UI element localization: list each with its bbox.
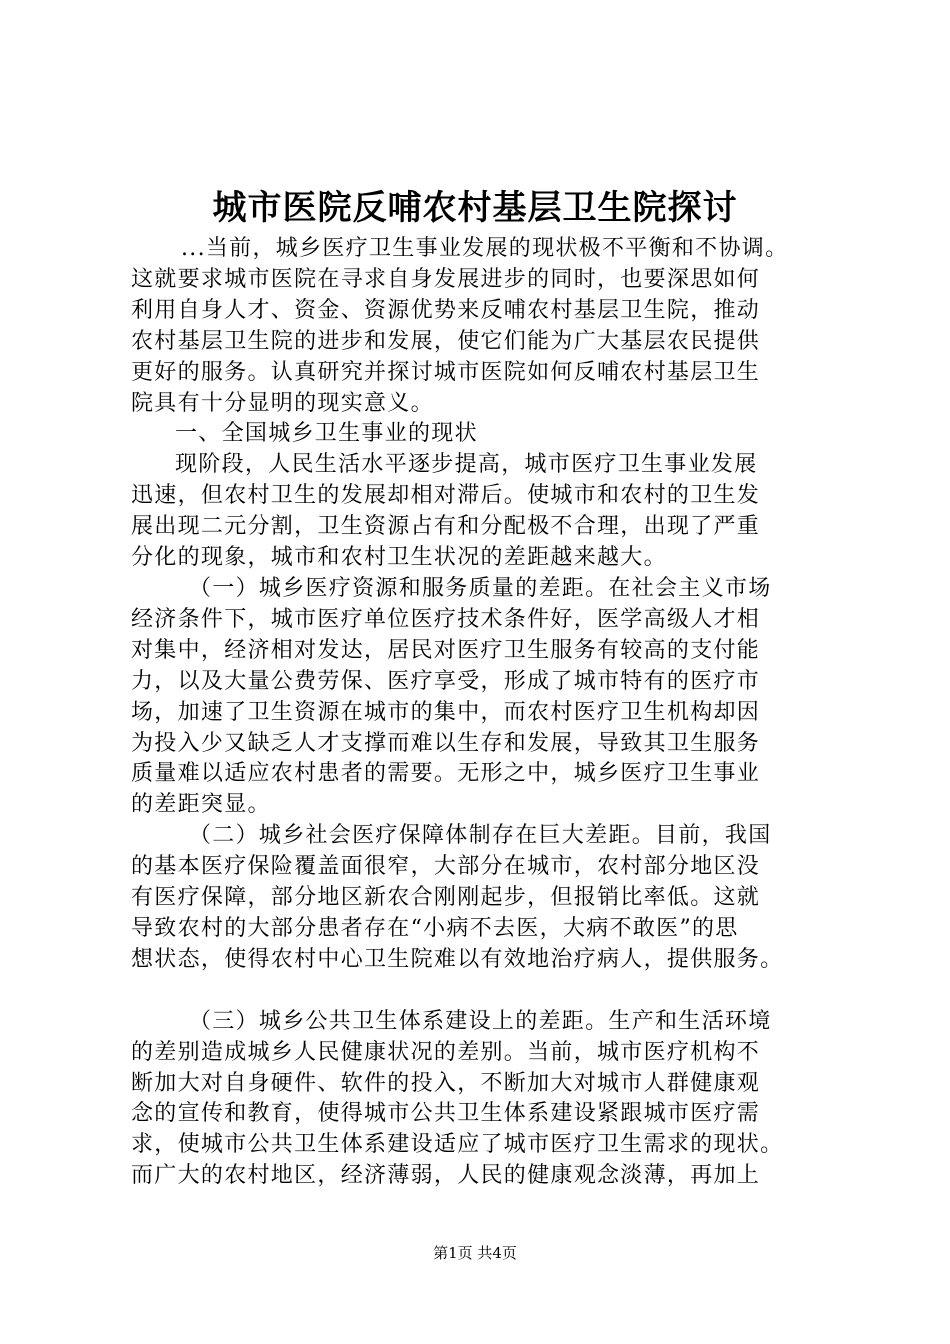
text-line: 的差距突显。 bbox=[131, 792, 271, 818]
paragraph-point-1 bbox=[131, 574, 831, 821]
text-line: 的基本医疗保险覆盖面很窄，大部分在城市，农村部分地区没 bbox=[131, 854, 761, 880]
text-line: 农村基层卫生院的进步和发展，使它们能为广大基层农民提供 bbox=[131, 328, 761, 354]
text-line: 导致农村的大部分患者存在“小病不去医，大病不敢医”的思 bbox=[131, 915, 739, 941]
text-line: 院具有十分显明的现实意义。 bbox=[131, 390, 434, 416]
text-line: 求，使城市公共卫生体系建设适应了城市医疗卫生需求的现状。 bbox=[131, 1132, 784, 1158]
page-footer: 第1页 共4页 bbox=[433, 1244, 517, 1262]
paragraph-point-2 bbox=[131, 821, 831, 976]
text-line: （一）城乡医疗资源和服务质量的差距。在社会主义市场 bbox=[189, 575, 772, 601]
text-line: 对集中，经济相对发达，居民对医疗卫生服务有较高的支付能 bbox=[131, 637, 761, 663]
text-line: 而广大的农村地区，经济薄弱，人民的健康观念淡薄，再加上 bbox=[131, 1163, 761, 1189]
paragraph-spacer bbox=[131, 976, 831, 1007]
section-heading bbox=[131, 419, 831, 450]
text-line: 这就要求城市医院在寻求自身发展进步的同时，也要深思如何 bbox=[131, 266, 761, 292]
text-line: 场，加速了卫生资源在城市的集中，而农村医疗卫生机构却因 bbox=[131, 699, 761, 725]
text-line: （三）城乡公共卫生体系建设上的差距。生产和生活环境 bbox=[189, 1008, 772, 1034]
text-line: 更好的服务。认真研究并探讨城市医院如何反哺农村基层卫生 bbox=[131, 359, 761, 385]
paragraph-intro bbox=[131, 234, 831, 419]
paragraph-current-status bbox=[131, 450, 831, 574]
text-line: 为投入少又缺乏人才支撑而难以生存和发展，导致其卫生服务 bbox=[131, 730, 761, 756]
text-line: （二）城乡社会医疗保障体制存在巨大差距。目前，我国 bbox=[189, 823, 772, 849]
document-body bbox=[131, 234, 831, 1192]
text-line: 利用自身人才、资金、资源优势来反哺农村基层卫生院，推动 bbox=[131, 297, 761, 323]
text-line: 现阶段，人民生活水平逐步提高，城市医疗卫生事业发展 bbox=[175, 452, 758, 478]
text-line: 迅速，但农村卫生的发展却相对滞后。使城市和农村的卫生发 bbox=[131, 483, 761, 509]
text-line: 断加大对自身硬件、软件的投入，不断加大对城市人群健康观 bbox=[131, 1070, 761, 1096]
document-title: 城市医院反哺农村基层卫生院探讨 bbox=[212, 188, 738, 228]
text-line: ...当前，城乡医疗卫生事业发展的现状极不平衡和不协调。 bbox=[181, 236, 789, 261]
text-line: 分化的现象，城市和农村卫生状况的差距越来越大。 bbox=[131, 545, 667, 571]
text-line: 的差别造成城乡人民健康状况的差别。当前，城市医疗机构不 bbox=[131, 1039, 761, 1065]
text-line: 经济条件下，城市医疗单位医疗技术条件好，医学高级人才相 bbox=[131, 606, 761, 632]
text-line: 一、全国城乡卫生事业的现状 bbox=[175, 421, 478, 447]
text-line: 力，以及大量公费劳保、医疗享受，形成了城市特有的医疗市 bbox=[131, 668, 761, 694]
text-line: 质量难以适应农村患者的需要。无形之中，城乡医疗卫生事业 bbox=[131, 761, 761, 787]
text-line: 念的宣传和教育，使得城市公共卫生体系建设紧跟城市医疗需 bbox=[131, 1101, 761, 1127]
text-line: 展出现二元分割，卫生资源占有和分配极不合理，出现了严重 bbox=[131, 514, 761, 540]
paragraph-point-3 bbox=[131, 1007, 831, 1192]
text-line: 想状态，使得农村中心卫生院难以有效地治疗病人，提供服务。 bbox=[131, 946, 784, 972]
text-line: 有医疗保障，部分地区新农合刚刚起步，但报销比率低。这就 bbox=[131, 885, 761, 911]
